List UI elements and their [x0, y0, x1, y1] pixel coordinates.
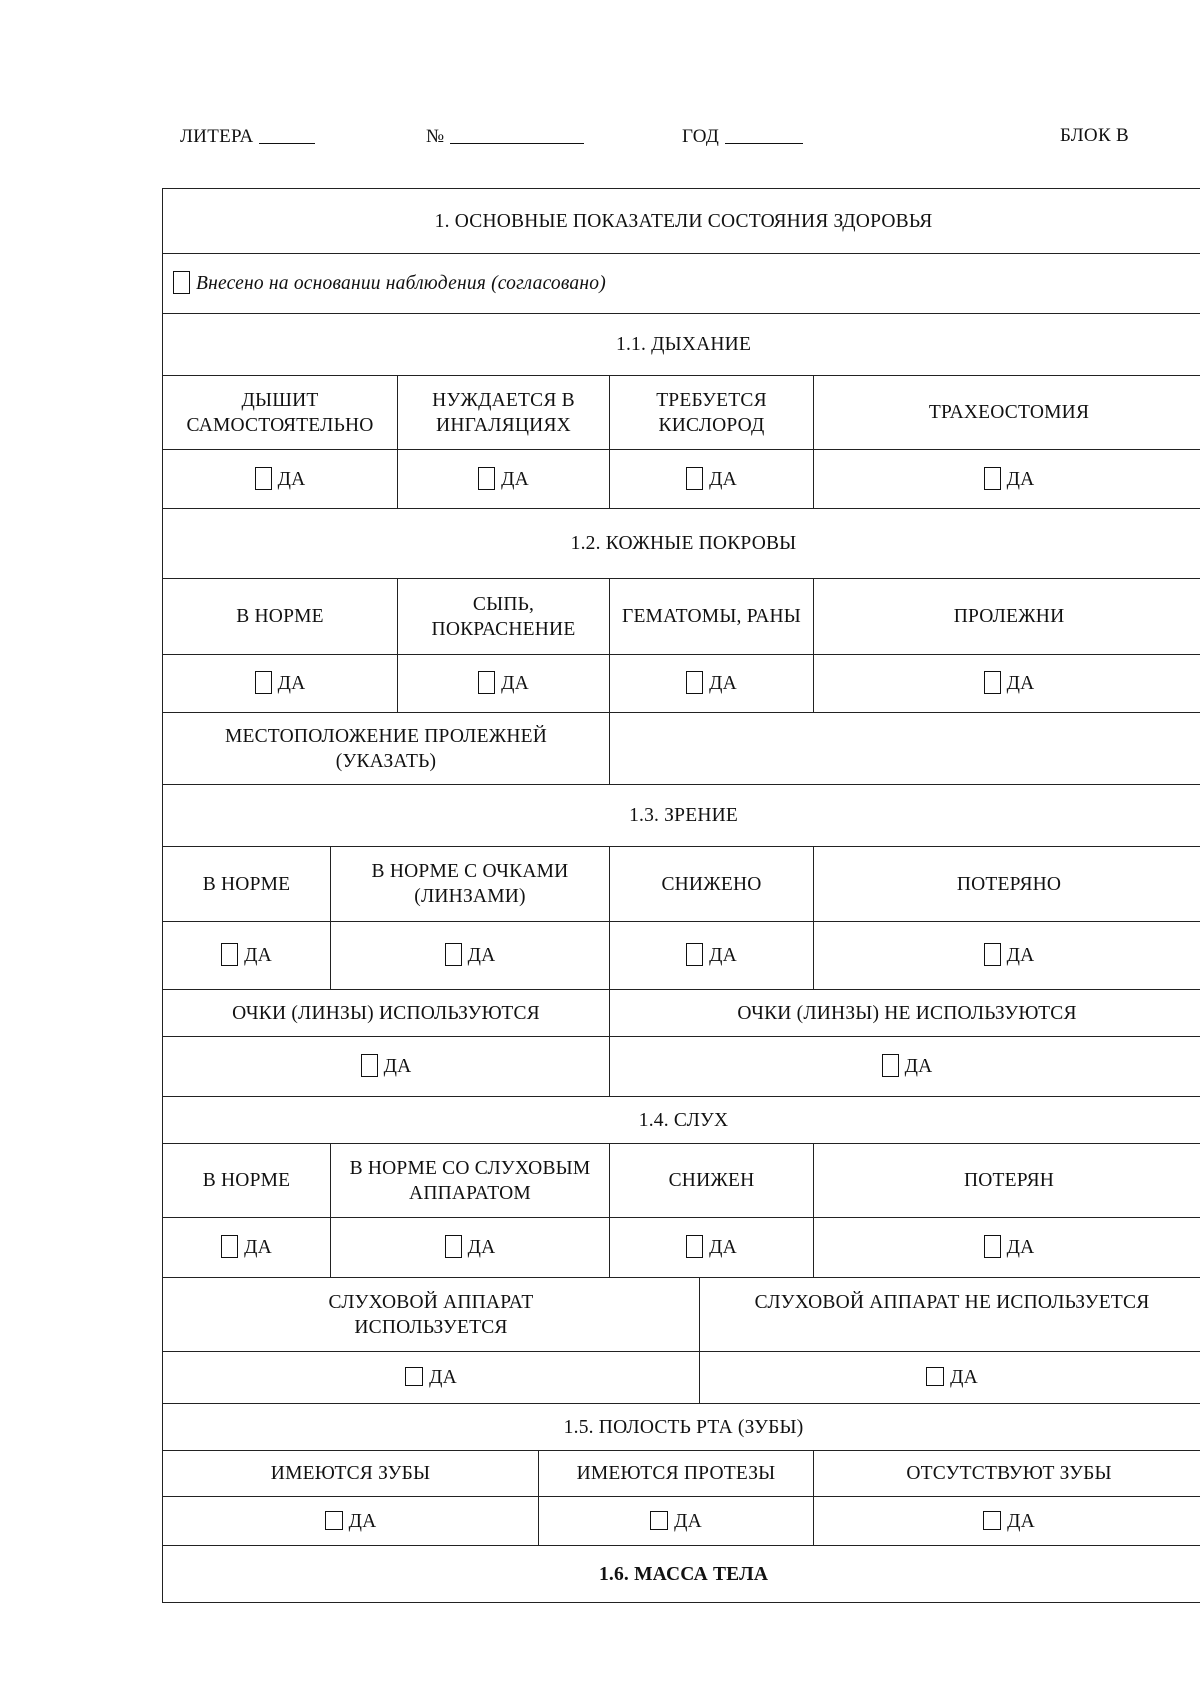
- breathing-col3-yes: ДА: [610, 450, 814, 509]
- skin-col2-yes: ДА: [398, 655, 610, 713]
- vision-col2-header: В НОРМЕ С ОЧКАМИ (ЛИНЗАМИ): [331, 847, 610, 922]
- mouth-col2-yes: ДА: [539, 1497, 814, 1546]
- checkbox[interactable]: [926, 1367, 944, 1386]
- mouth-title: 1.5. ПОЛОСТЬ РТА (ЗУБЫ): [163, 1404, 1200, 1451]
- checkbox[interactable]: [650, 1511, 668, 1530]
- number-blank[interactable]: [450, 125, 584, 144]
- checkbox[interactable]: [478, 467, 495, 490]
- year-field: [682, 125, 803, 148]
- block-label: БЛОК В: [1060, 125, 1129, 146]
- checkbox[interactable]: [686, 467, 703, 490]
- hearing-col2-header: В НОРМЕ СО СЛУХОВЫМ АППАРАТОМ: [331, 1144, 610, 1218]
- litera-field: [180, 125, 315, 148]
- hearing-aid-used-yes: ДА: [163, 1352, 700, 1404]
- checkbox[interactable]: [686, 671, 703, 694]
- skin-col1-yes: ДА: [163, 655, 398, 713]
- checkbox[interactable]: [325, 1511, 343, 1530]
- checkbox[interactable]: [361, 1054, 378, 1077]
- year-blank[interactable]: [725, 125, 803, 144]
- vision-col1-yes: ДА: [163, 922, 331, 990]
- checkbox[interactable]: [686, 1235, 703, 1258]
- breathing-col1-yes: ДА: [163, 450, 398, 509]
- checkbox[interactable]: [445, 1235, 462, 1258]
- vision-col3-yes: ДА: [610, 922, 814, 990]
- year-label: ГОД: [682, 126, 720, 147]
- section1-title: 1. ОСНОВНЫЕ ПОКАЗАТЕЛИ СОСТОЯНИЯ ЗДОРОВЬЯ: [163, 189, 1200, 254]
- mouth-col3-yes: ДА: [814, 1497, 1200, 1546]
- observed-note-row: [163, 254, 1200, 314]
- vision-col4-yes: ДА: [814, 922, 1200, 990]
- litera-blank[interactable]: [259, 125, 315, 144]
- number-field: [426, 125, 584, 148]
- checkbox[interactable]: [221, 943, 238, 966]
- body-mass-title: 1.6. МАССА ТЕЛА: [163, 1546, 1200, 1603]
- checkbox[interactable]: [984, 1235, 1001, 1258]
- checkbox[interactable]: [405, 1367, 423, 1386]
- checkbox[interactable]: [478, 671, 495, 694]
- mouth-col1-yes: ДА: [163, 1497, 539, 1546]
- vision-col1-header: В НОРМЕ: [163, 847, 331, 922]
- skin-col1-header: В НОРМЕ: [163, 579, 398, 655]
- skin-col4-header: ПРОЛЕЖНИ: [814, 579, 1200, 655]
- checkbox[interactable]: [255, 671, 272, 694]
- breathing-col4-header: ТРАХЕОСТОМИЯ: [814, 376, 1200, 450]
- hearing-aid-not-used-header: СЛУХОВОЙ АППАРАТ НЕ ИСПОЛЬЗУЕТСЯ: [700, 1278, 1200, 1352]
- glasses-not-used-yes: ДА: [610, 1037, 1200, 1097]
- skin-title: 1.2. КОЖНЫЕ ПОКРОВЫ: [163, 509, 1200, 579]
- hearing-col1-header: В НОРМЕ: [163, 1144, 331, 1218]
- vision-col3-header: СНИЖЕНО: [610, 847, 814, 922]
- checkbox[interactable]: [984, 943, 1001, 966]
- breathing-title: 1.1. ДЫХАНИЕ: [163, 314, 1200, 376]
- breathing-col4-yes: ДА: [814, 450, 1200, 509]
- skin-col3-yes: ДА: [610, 655, 814, 713]
- glasses-used-header: ОЧКИ (ЛИНЗЫ) ИСПОЛЬЗУЮТСЯ: [163, 990, 610, 1037]
- hearing-aid-not-used-yes: ДА: [700, 1352, 1200, 1404]
- checkbox[interactable]: [686, 943, 703, 966]
- checkbox[interactable]: [445, 943, 462, 966]
- hearing-col3-yes: ДА: [610, 1218, 814, 1278]
- vision-col2-yes: ДА: [331, 922, 610, 990]
- hearing-col1-yes: ДА: [163, 1218, 331, 1278]
- skin-col4-yes: ДА: [814, 655, 1200, 713]
- checkbox[interactable]: [221, 1235, 238, 1258]
- vision-col4-header: ПОТЕРЯНО: [814, 847, 1200, 922]
- hearing-col3-header: СНИЖЕН: [610, 1144, 814, 1218]
- mouth-col3-header: ОТСУТСТВУЮТ ЗУБЫ: [814, 1451, 1200, 1497]
- breathing-col1-header: ДЫШИТ САМОСТОЯТЕЛЬНО: [163, 376, 398, 450]
- health-indicators-form: [162, 188, 1200, 1603]
- hearing-col4-yes: ДА: [814, 1218, 1200, 1278]
- mouth-col1-header: ИМЕЮТСЯ ЗУБЫ: [163, 1451, 539, 1497]
- checkbox[interactable]: [984, 467, 1001, 490]
- pressure-sore-location-field[interactable]: [610, 713, 1200, 785]
- glasses-not-used-header: ОЧКИ (ЛИНЗЫ) НЕ ИСПОЛЬЗУЮТСЯ: [610, 990, 1200, 1037]
- checkbox[interactable]: [255, 467, 272, 490]
- breathing-col3-header: ТРЕБУЕТСЯ КИСЛОРОД: [610, 376, 814, 450]
- observed-note: Внесено на основании наблюдения (согласовано): [196, 273, 606, 294]
- checkbox[interactable]: [882, 1054, 899, 1077]
- breathing-col2-yes: ДА: [398, 450, 610, 509]
- checkbox[interactable]: [984, 671, 1001, 694]
- pressure-sore-location-label: МЕСТОПОЛОЖЕНИЕ ПРОЛЕЖНЕЙ (УКАЗАТЬ): [163, 713, 610, 785]
- skin-col3-header: ГЕМАТОМЫ, РАНЫ: [610, 579, 814, 655]
- breathing-col2-header: НУЖДАЕТСЯ В ИНГАЛЯЦИЯХ: [398, 376, 610, 450]
- hearing-col2-yes: ДА: [331, 1218, 610, 1278]
- mouth-col2-header: ИМЕЮТСЯ ПРОТЕЗЫ: [539, 1451, 814, 1497]
- glasses-used-yes: ДА: [163, 1037, 610, 1097]
- hearing-title: 1.4. СЛУХ: [163, 1097, 1200, 1144]
- observed-checkbox[interactable]: [173, 271, 190, 294]
- skin-col2-header: СЫПЬ, ПОКРАСНЕНИЕ: [398, 579, 610, 655]
- hearing-col4-header: ПОТЕРЯН: [814, 1144, 1200, 1218]
- checkbox[interactable]: [983, 1511, 1001, 1530]
- vision-title: 1.3. ЗРЕНИЕ: [163, 785, 1200, 847]
- number-label: №: [426, 126, 445, 147]
- hearing-aid-used-header: СЛУХОВОЙ АППАРАТ ИСПОЛЬЗУЕТСЯ: [163, 1278, 700, 1352]
- litera-label: ЛИТЕРА: [180, 126, 254, 147]
